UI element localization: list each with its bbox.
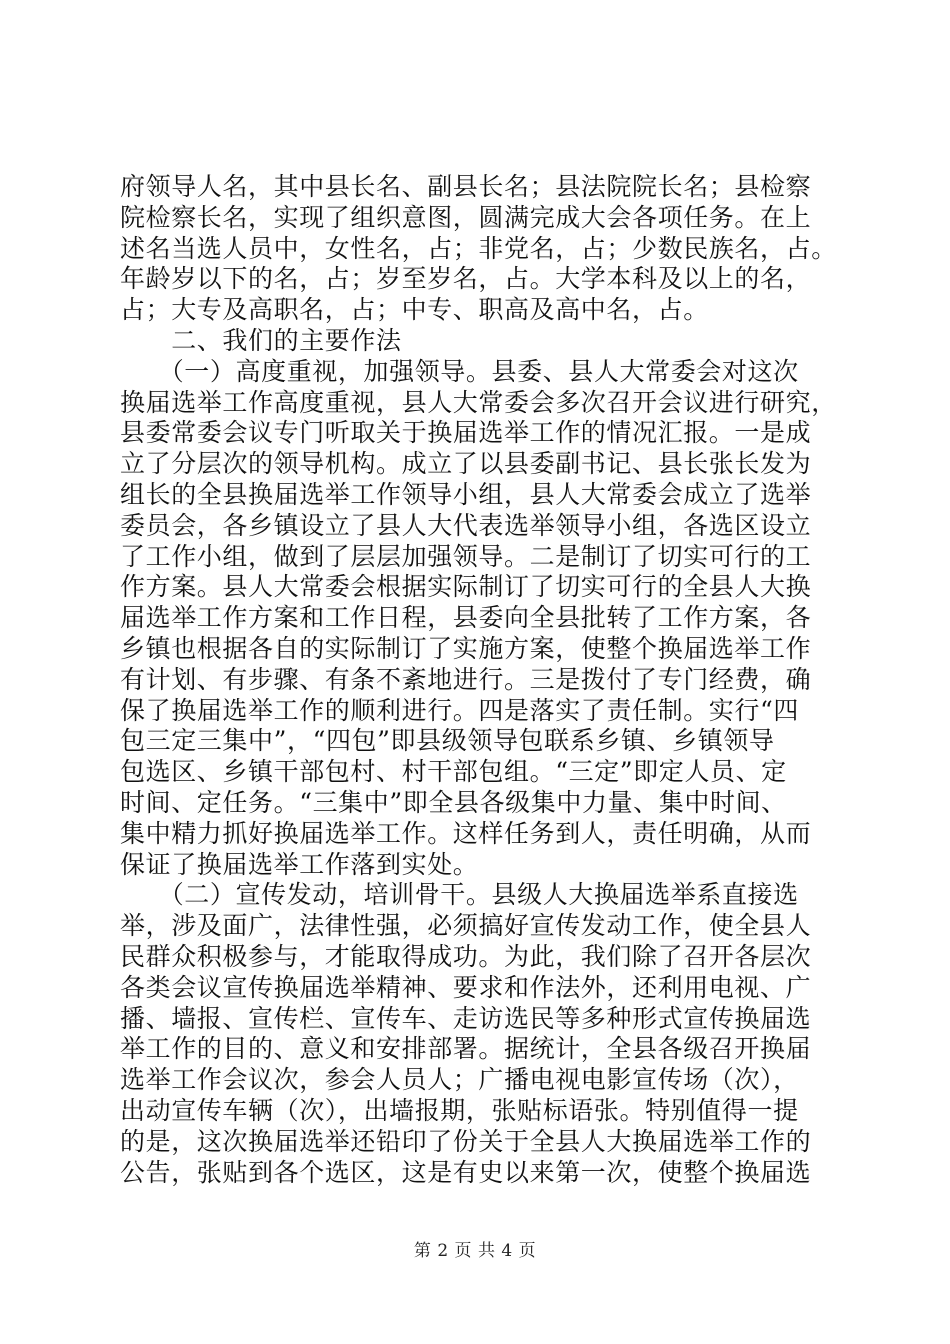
page-footer: 第 2 页 共 4 页: [413, 1241, 537, 1261]
text-line: 民群众积极参与，才能取得成功。为此，我们除了召开各层次: [120, 941, 812, 971]
text-line: 述名当选人员中，女性名，占；非党名，占；少数民族名，占。: [120, 233, 837, 263]
text-line: 届选举工作方案和工作日程，县委向全县批转了工作方案，各: [120, 603, 812, 633]
text-line: 换届选举工作高度重视，县人大常委会多次召开会议进行研究，: [120, 387, 837, 417]
text-line: 出动宣传车辆（次），出墙报期，张贴标语张。特别值得一提: [120, 1095, 799, 1125]
text-line: 作方案。县人大常委会根据实际制订了切实可行的全县人大换: [120, 572, 812, 602]
text-line: 举，涉及面广，法律性强，必须搞好宣传发动工作，使全县人: [120, 911, 812, 941]
text-line: 占；大专及高职名，占；中专、职高及高中名，占。: [120, 295, 709, 325]
text-line: 组长的全县换届选举工作领导小组，县人大常委会成立了选举: [120, 479, 812, 509]
text-line: （二）宣传发动，培训骨干。县级人大换届选举系直接选: [120, 880, 799, 910]
text-line: 举工作的目的、意义和安排部署。据统计，全县各级召开换届: [120, 1034, 812, 1064]
text-line: 保了换届选举工作的顺利进行。四是落实了责任制。实行“四: [120, 695, 799, 725]
text-line: 有计划、有步骤、有条不紊地进行。三是拨付了专门经费，确: [120, 664, 812, 694]
text-line: 公告，张贴到各个选区，这是有史以来第一次，使整个换届选: [120, 1157, 812, 1187]
text-line: 包三定三集中”，“四包”即县级领导包联系乡镇、乡镇领导: [120, 726, 775, 756]
text-line: 院检察长名，实现了组织意图，圆满完成大会各项任务。在上: [120, 202, 812, 232]
text-line: 立了分层次的领导机构。成立了以县委副书记、县长张长发为: [120, 449, 812, 479]
text-line: 包选区、乡镇干部包村、村干部包组。“三定”即定人员、定: [120, 757, 787, 787]
document-body: [120, 172, 840, 1188]
text-line: 二、我们的主要作法: [120, 325, 402, 355]
text-line: 委员会，各乡镇设立了县人大代表选举领导小组，各选区设立: [120, 510, 812, 540]
text-line: 的是，这次换届选举还铅印了份关于全县人大换届选举工作的: [120, 1126, 812, 1156]
text-line: 府领导人名，其中县长名、副县长名；县法院院长名；县检察: [120, 172, 812, 201]
text-line: 播、墙报、宣传栏、宣传车、走访选民等多种形式宣传换届选: [120, 1003, 812, 1033]
text-line: （一）高度重视，加强领导。县委、县人大常委会对这次: [120, 356, 799, 386]
text-line: 选举工作会议次，参会人员人；广播电视电影宣传场（次），: [120, 1065, 799, 1095]
text-line: 了工作小组，做到了层层加强领导。二是制订了切实可行的工: [120, 541, 812, 571]
text-line: 保证了换届选举工作落到实处。: [120, 849, 479, 879]
text-line: 年龄岁以下的名，占；岁至岁名，占。大学本科及以上的名，: [120, 264, 812, 294]
text-line: 乡镇也根据各自的实际制订了实施方案，使整个换届选举工作: [120, 633, 812, 663]
text-line: 集中精力抓好换届选举工作。这样任务到人，责任明确，从而: [120, 818, 812, 848]
text-line: 时间、定任务。“三集中”即全县各级集中力量、集中时间、: [120, 787, 787, 817]
text-line: 各类会议宣传换届选举精神、要求和作法外，还利用电视、广: [120, 972, 812, 1002]
text-line: 县委常委会议专门听取关于换届选举工作的情况汇报。一是成: [120, 418, 812, 448]
